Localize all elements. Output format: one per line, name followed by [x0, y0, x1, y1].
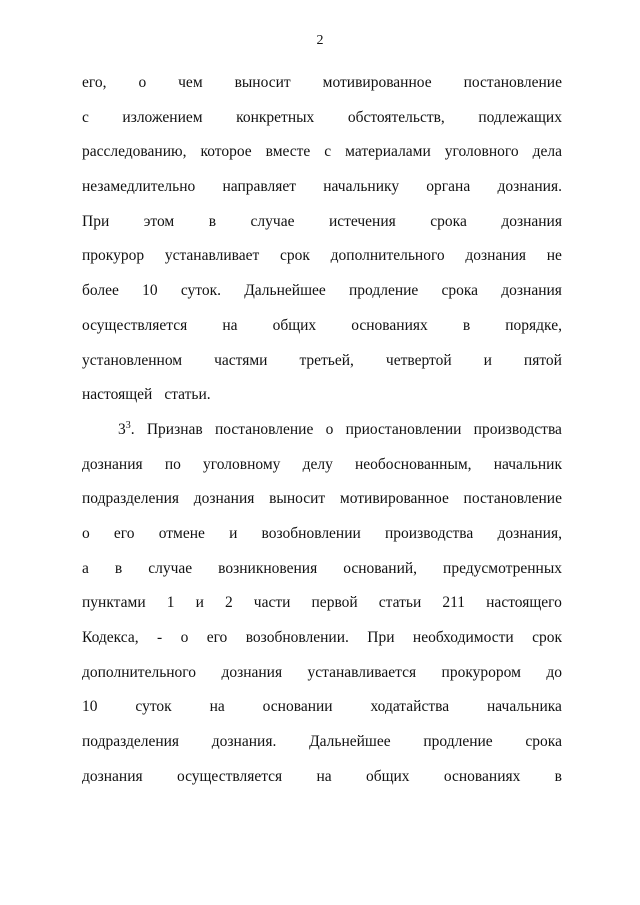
text-line — [82, 621, 562, 656]
word: о — [180, 629, 189, 646]
word: чем — [178, 74, 203, 91]
word: оснований, — [343, 559, 418, 577]
text-line — [82, 101, 562, 136]
word: срока — [525, 733, 562, 751]
word: осуществляется — [176, 767, 283, 785]
text-line — [82, 690, 562, 725]
word: основаниях — [351, 316, 428, 334]
text-line — [82, 482, 562, 517]
word: возникновения — [218, 559, 318, 577]
word: подразделения — [82, 490, 180, 508]
word: уголовного — [444, 143, 519, 161]
text-line — [82, 378, 562, 413]
word: 10 — [142, 282, 158, 300]
text-line — [82, 170, 562, 205]
word: мотивированное — [339, 490, 449, 508]
text-line — [82, 205, 562, 240]
word: в — [462, 316, 471, 334]
word: производства — [473, 420, 562, 438]
text-line — [82, 66, 562, 101]
word: общих — [365, 767, 410, 785]
word: производства — [385, 524, 474, 542]
word: общих — [272, 316, 317, 334]
word: настоящего — [486, 594, 562, 612]
word: дознания — [221, 663, 283, 681]
word: Кодекса, — [82, 629, 139, 646]
word: вместе — [265, 143, 311, 161]
word: постановление — [463, 74, 562, 91]
word: а — [82, 559, 89, 577]
word: о — [82, 524, 90, 542]
word: более — [82, 282, 119, 300]
word: статьи — [378, 594, 422, 612]
word: 2 — [224, 594, 233, 612]
word: осуществляется — [82, 316, 188, 334]
word: срок — [280, 247, 310, 265]
word: с — [82, 108, 89, 126]
word: возобновлении — [261, 524, 361, 542]
word: приостановлении — [345, 420, 462, 438]
word: на — [222, 316, 238, 334]
word: - — [157, 629, 163, 646]
word: части — [253, 594, 291, 612]
word: отмене — [158, 524, 205, 542]
word: выносит — [269, 490, 326, 508]
word: в — [208, 212, 217, 230]
text-line — [82, 517, 562, 552]
word: четвертой — [385, 351, 452, 369]
word: начальнику — [323, 178, 400, 196]
word: постановление — [214, 420, 314, 438]
word: и — [229, 524, 238, 542]
word: до — [546, 663, 562, 681]
word: срок — [532, 629, 562, 646]
word: органа — [426, 178, 471, 196]
text-line — [82, 760, 562, 795]
word: конкретных — [236, 108, 315, 126]
word: которое — [200, 143, 252, 161]
word: случае — [250, 212, 295, 230]
word: на — [209, 698, 225, 716]
word: Дальнейшее — [309, 733, 391, 751]
word: и — [483, 351, 492, 369]
word: случае — [148, 559, 193, 577]
word: с — [324, 143, 332, 161]
word: дополнительного — [82, 663, 197, 681]
word: о — [138, 74, 147, 91]
text-line — [82, 656, 562, 691]
word: расследованию, — [82, 143, 187, 161]
text-line — [82, 344, 562, 379]
word: подразделения — [82, 733, 180, 751]
word: дознания. — [497, 178, 562, 196]
word: дознания — [465, 247, 527, 265]
page-number: 2 — [316, 33, 324, 48]
word: первой — [311, 594, 358, 612]
text-line — [82, 274, 562, 309]
word: основаниях — [443, 767, 521, 785]
word: срока — [441, 282, 479, 300]
word: устанавливается — [307, 663, 417, 681]
word: материалами — [345, 143, 431, 161]
paragraph-number — [118, 413, 135, 448]
word: дополнительного — [330, 247, 445, 265]
word: дознания, — [497, 524, 562, 542]
word: прокурор — [82, 247, 145, 265]
word: суток — [135, 698, 172, 716]
word: не — [546, 247, 562, 265]
word: уголовному — [203, 455, 281, 473]
word: продление — [423, 733, 493, 751]
word: прокурором — [441, 663, 521, 681]
word: необходимости — [412, 629, 514, 646]
word: мотивированное — [322, 74, 432, 91]
word: продление — [348, 282, 419, 300]
word: срока — [430, 212, 467, 230]
word: третьей, — [299, 351, 354, 369]
word: постановление — [463, 490, 562, 508]
paragraph-number-suffix: . — [130, 420, 135, 438]
word: его — [113, 524, 135, 542]
word: суток. — [180, 282, 221, 300]
word: этом — [143, 212, 175, 230]
word: 1 — [166, 594, 175, 612]
word: 10 — [82, 698, 98, 716]
word: дознания. — [211, 733, 277, 751]
paragraph-1 — [82, 66, 562, 413]
word: по — [164, 455, 181, 473]
word: ходатайства — [370, 698, 450, 716]
word: начальника — [487, 698, 562, 716]
word: настоящей — [82, 386, 153, 404]
text-line — [82, 239, 562, 274]
word: его, — [82, 74, 107, 91]
word: пятой — [523, 351, 562, 369]
word: дознания — [501, 282, 562, 300]
word: начальник — [493, 455, 562, 473]
word: пунктами — [82, 594, 146, 612]
word: дознания — [82, 767, 143, 785]
text-line — [82, 413, 562, 448]
word: статьи. — [164, 386, 211, 404]
text-line — [82, 309, 562, 344]
text-line — [82, 725, 562, 760]
word: обстоятельств, — [347, 108, 445, 126]
word: 211 — [442, 594, 466, 612]
word: в — [554, 767, 562, 785]
word: Признав — [146, 420, 203, 438]
word: подлежащих — [478, 108, 562, 126]
word: истечения — [328, 212, 396, 230]
word: изложением — [122, 108, 203, 126]
word: дознания — [501, 212, 562, 230]
text-line — [82, 448, 562, 483]
word: порядке, — [505, 316, 562, 334]
word: на — [316, 767, 332, 785]
word: Дальнейшее — [244, 282, 326, 300]
word: установленном — [82, 351, 183, 369]
text-line — [82, 586, 562, 621]
word: его — [206, 629, 228, 646]
text-line — [82, 135, 562, 170]
word: При — [82, 212, 110, 230]
word: необоснованным, — [354, 455, 472, 473]
paragraph-number-superscript: 3 — [125, 419, 131, 431]
text-line — [82, 552, 562, 587]
word: выносит — [234, 74, 291, 91]
word: предусмотренных — [443, 559, 562, 577]
word: При — [367, 629, 395, 646]
word: дознания — [193, 490, 255, 508]
word: направляет — [222, 178, 297, 196]
word: частями — [214, 351, 268, 369]
body-text — [82, 66, 562, 794]
word: о — [325, 420, 334, 438]
word: делу — [302, 455, 333, 473]
paragraph-number-base: 3 — [118, 420, 126, 438]
word: в — [114, 559, 123, 577]
word: дознания — [82, 455, 143, 473]
paragraph-3-3 — [82, 413, 562, 795]
word: основании — [262, 698, 333, 716]
word: устанавливает — [164, 247, 260, 265]
word: и — [195, 594, 204, 612]
word: возобновлении. — [245, 629, 349, 646]
word: дела — [532, 143, 562, 161]
word: незамедлительно — [82, 178, 196, 196]
